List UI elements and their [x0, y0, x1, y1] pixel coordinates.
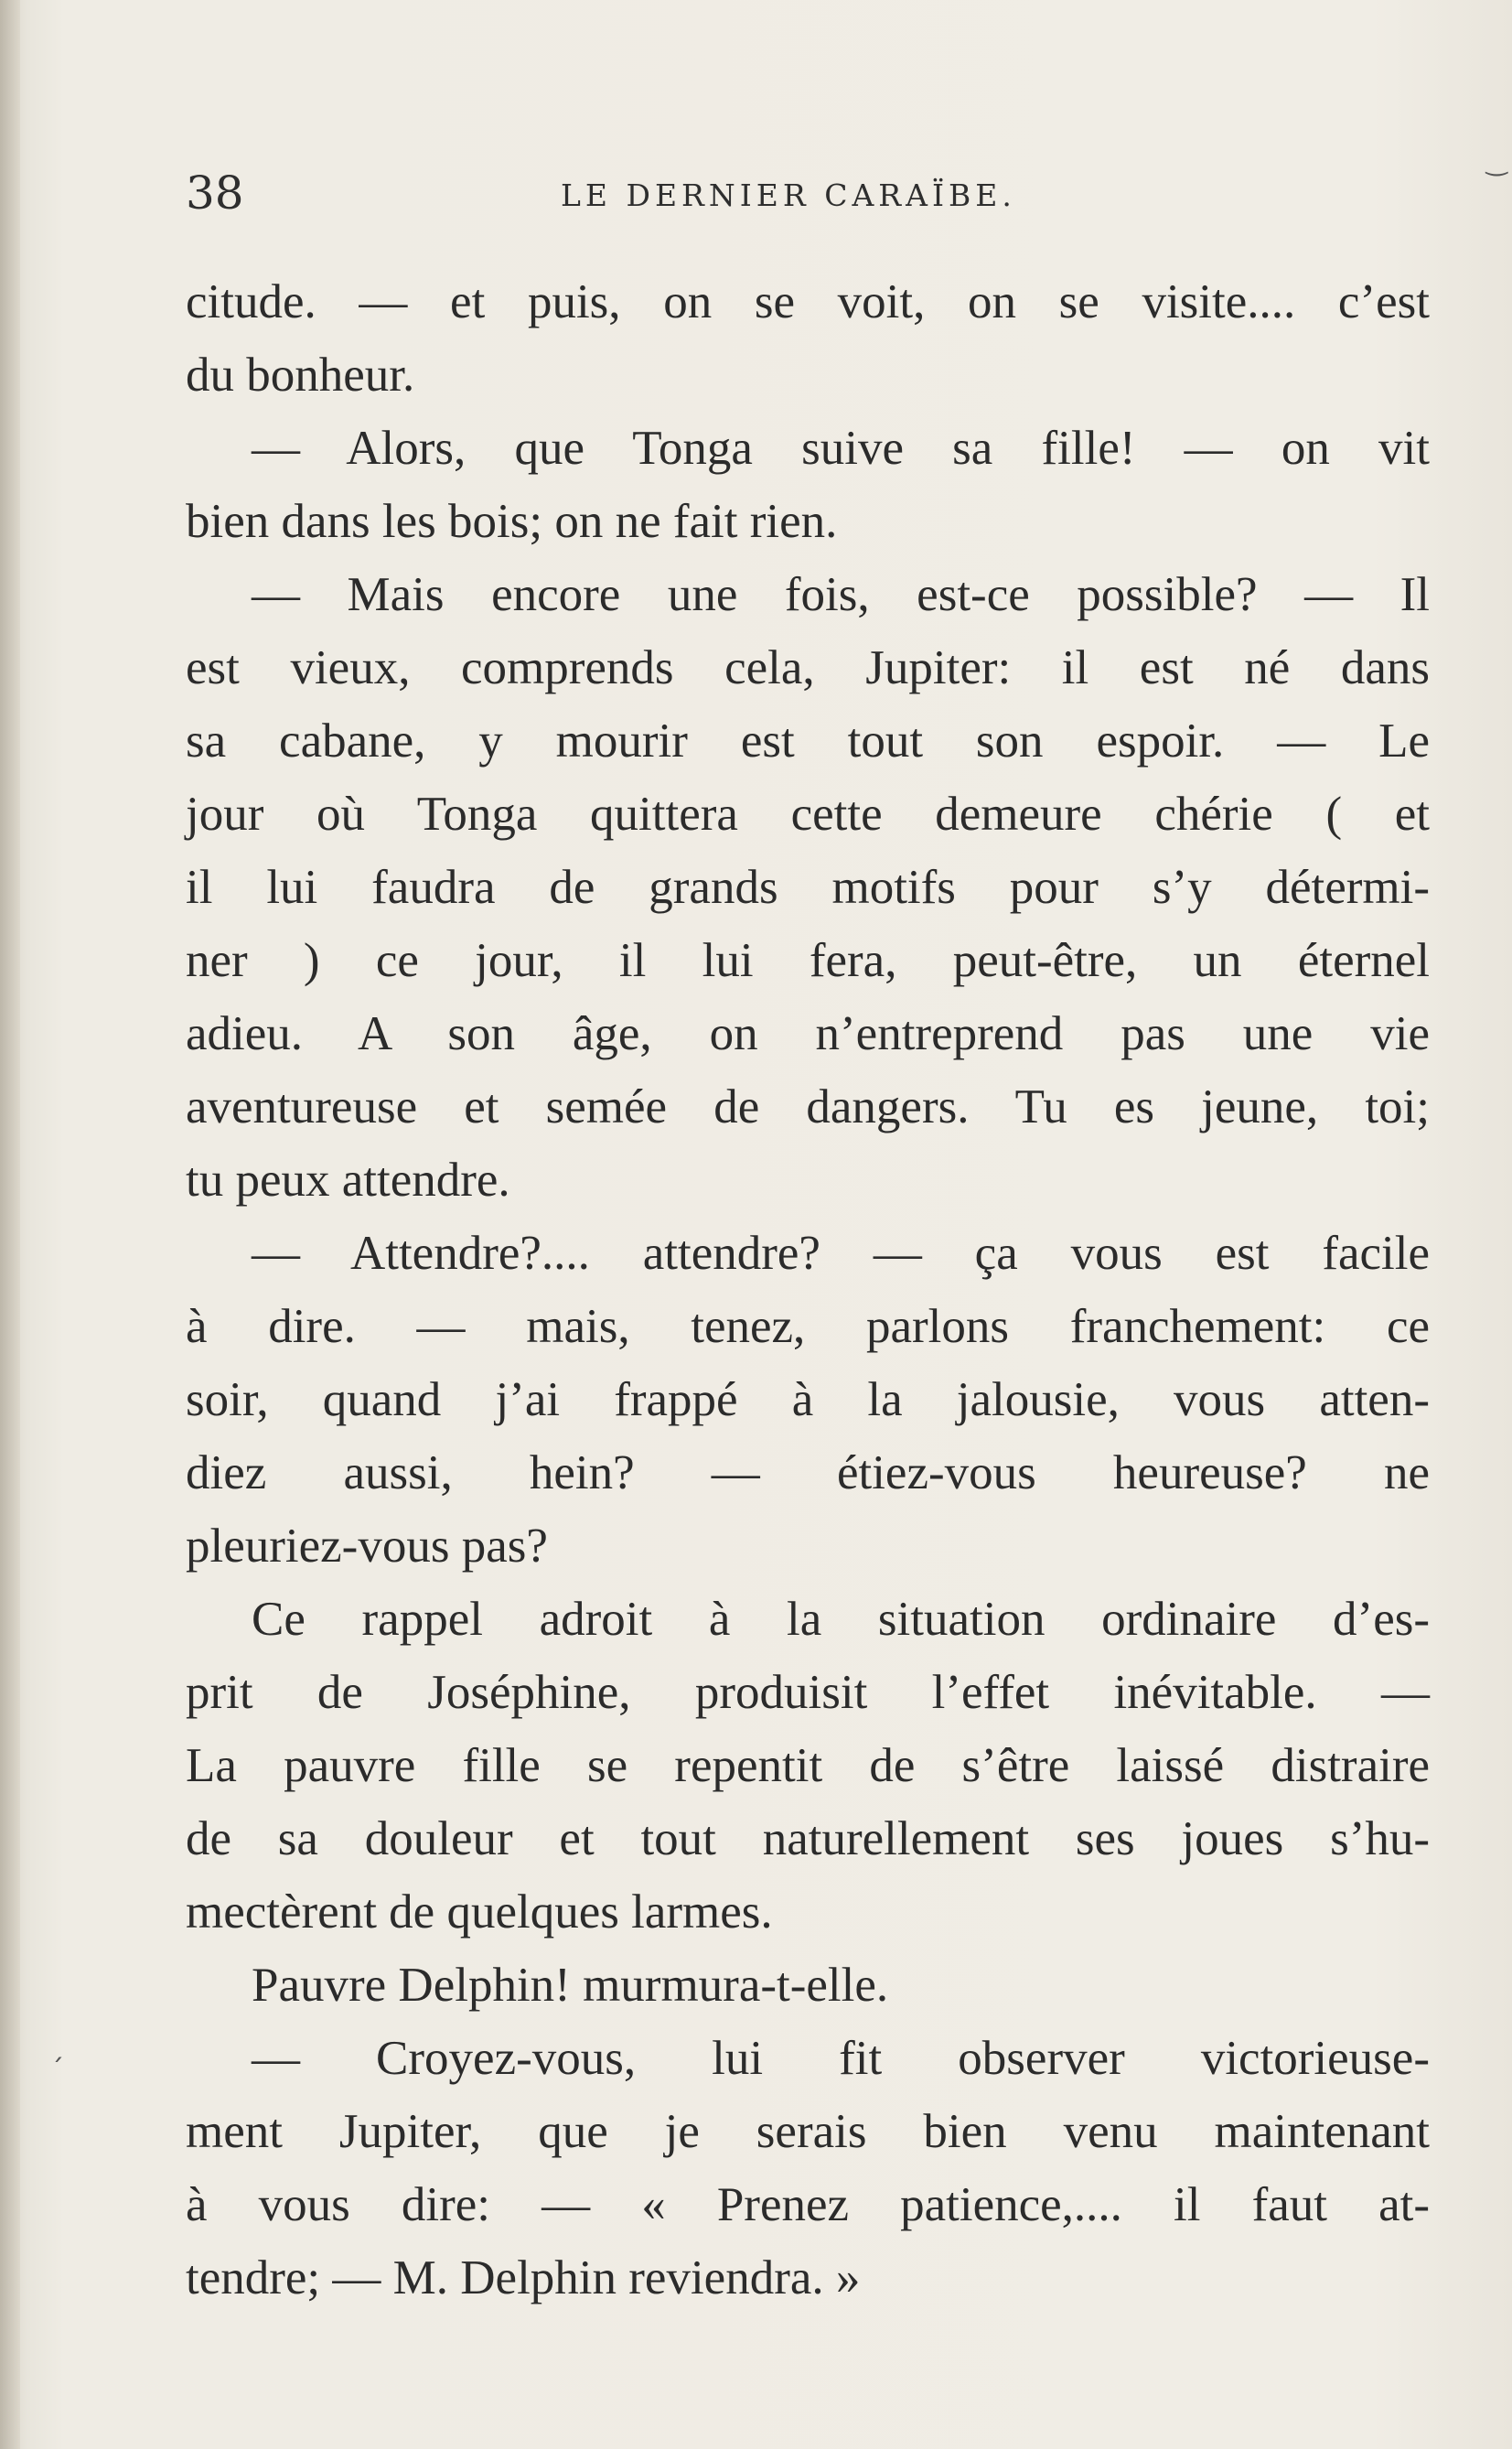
body-text	[186, 265, 1430, 2315]
text-line: — Attendre?.... attendre? — ça vous est facile	[252, 1227, 1430, 1280]
text-line: mectèrent de quelques larmes.	[186, 1885, 773, 1939]
page-corner-mark: ‿	[1486, 146, 1507, 177]
text-line: Ce rappel adroit à la situation ordinaire d’es-	[252, 1593, 1430, 1646]
text-line: de sa douleur et tout naturellement ses joues s’hu-	[186, 1812, 1430, 1865]
text-line: soir, quand j’ai frappé à la jalousie, vous atten-	[186, 1373, 1430, 1426]
text-line: du bonheur.	[186, 349, 415, 402]
text-line: diez aussi, hein? — étiez-vous heureuse? ne	[186, 1446, 1430, 1499]
page-gutter	[0, 0, 20, 2449]
text-line: bien dans les bois; on ne fait rien.	[186, 495, 838, 548]
margin-tick-mark: ˏ	[50, 2031, 64, 2063]
running-title: LE DERNIER CARAÏBE.	[561, 177, 1016, 213]
text-line: aventureuse et semée de dangers. Tu es jeune, toi;	[186, 1080, 1430, 1133]
page-number: 38	[186, 166, 244, 220]
text-line: — Alors, que Tonga suive sa fille! — on vit	[252, 422, 1430, 475]
text-line: sa cabane, y mourir est tout son espoir. — Le	[186, 714, 1430, 768]
text-line: est vieux, comprends cela, Jupiter: il est né dans	[186, 641, 1430, 694]
text-line: ment Jupiter, que je serais bien venu maintenant	[186, 2105, 1430, 2158]
text-line: La pauvre fille se repentit de s’être laissé distraire	[186, 1739, 1430, 1792]
text-line: tendre; — M. Delphin reviendra. »	[186, 2251, 861, 2304]
running-header	[186, 161, 1430, 225]
text-line: à dire. — mais, tenez, parlons franchement: ce	[186, 1300, 1430, 1353]
text-line: il lui faudra de grands motifs pour s’y détermi-	[186, 861, 1430, 914]
text-line: jour où Tonga quittera cette demeure chérie ( et	[186, 788, 1430, 841]
text-line: — Croyez-vous, lui fit observer victorieuse-	[252, 2032, 1430, 2085]
text-line: tu peux attendre.	[186, 1154, 510, 1207]
text-line: pleuriez-vous pas?	[186, 1520, 548, 1573]
text-line: citude. — et puis, on se voit, on se visite.... c’est	[186, 275, 1430, 328]
text-line: ner ) ce jour, il lui fera, peut-être, un éternel	[186, 934, 1430, 987]
text-line: à vous dire: — « Prenez patience,.... il faut at-	[186, 2178, 1430, 2231]
text-line: — Mais encore une fois, est-ce possible? — Il	[252, 568, 1430, 621]
text-line: prit de Joséphine, produisit l’effet inévitable. —	[186, 1666, 1430, 1719]
text-line: adieu. A son âge, on n’entreprend pas une vie	[186, 1007, 1430, 1060]
text-line: Pauvre Delphin! murmura-t-elle.	[252, 1959, 889, 2012]
